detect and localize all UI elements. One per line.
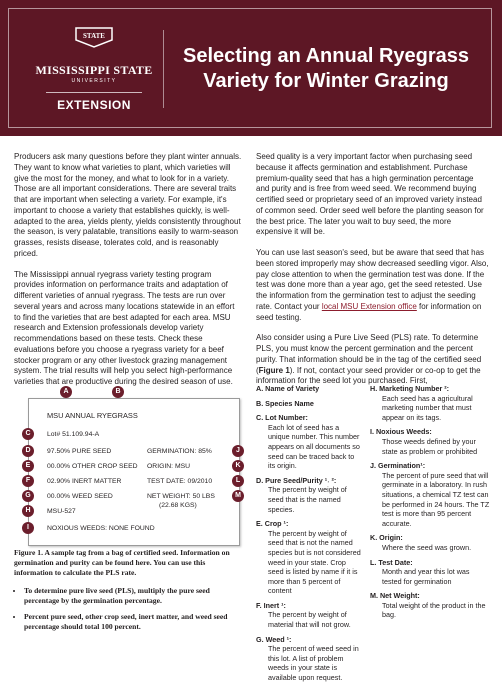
callout-d: D [22,445,34,457]
tag-net-weight: NET WEIGHT: 50 LBS [147,493,215,500]
extension-office-link[interactable]: local MSU Extension office [321,301,417,311]
header-banner [0,0,502,136]
legend-item-description: Those weeds defined by your state as problem or prohibited [382,436,478,456]
seed-tag-figure [14,384,246,552]
caption-title: Figure 1. A sample tag from a bag of certified seed. Information on germination and purity can be found here. You can use this information to calculate the PLS rate. [14,548,230,577]
legend-item-head: C. Lot Number: [256,413,308,423]
callout-a: A [60,386,72,398]
page-title [168,44,484,94]
callout-j: J [232,445,244,457]
callout-m: M [232,490,244,502]
msu-extension-logo[interactable] [28,26,160,114]
callout-g: G [22,490,34,502]
callout-c: C [22,428,34,440]
logo-extension: EXTENSION [46,92,142,112]
legend-item-head: G. Weed ¹: [256,634,292,644]
legend-item-description: Each seed has a agricultural marketing number that must appear on its tags. [382,393,473,422]
seed-tag [28,398,240,546]
tag-weed-seed: 00.00% WEED SEED [47,493,113,500]
legend-item [370,591,490,620]
callout-l: L [232,475,244,487]
logo-badge-text: STATE [83,32,105,40]
caption-bullet: • To determine pure live seed (PLS), multiply the pure seed percentage by the germination percentage. [24,586,230,606]
legend-item-description: The percent of pure seed that will germinate in a laboratory. In rush situations, a chemical TZ test can be performed in 24 hours. The TZ test is more than 95 percent accurate. [382,470,490,528]
logo-state-name: MISSISSIPPI STATE [35,63,153,77]
tag-other-crop: 00.00% OTHER CROP SEED [47,463,138,470]
legend-item-description: Where the seed was grown. [382,542,472,552]
legend-item-head: K. Origin: [370,533,403,543]
legend-item [370,384,490,422]
tag-variety-name: MSU ANNUAL RYEGRASS [47,411,138,420]
legend-item-head: I. Noxious Weeds: [370,427,432,437]
figure-reference: Figure 1 [258,365,290,375]
legend-item [370,461,490,528]
legend-item-description: The percent of weed seed in this lot. A list of problem weeds in your state is available upon request. [268,644,359,683]
tag-marketing-number: MSU-527 [47,508,76,515]
tag-origin: ORIGIN: MSU [147,463,191,470]
callout-b: B [112,386,124,398]
legend-item-description: Each lot of seed has a unique number. This number appears on all documents so seed can be traced back to its origin. [268,422,360,471]
paragraph-testing-program: The Mississippi annual ryegrass variety testing program provides information on performance traits and adaptation of different varieties of annual ryegrass. The tests are run over several years and across many locations statewide in an effort to find the varieties that are best adapted for each area. MSU research and Extension professionals develop variety recommendations based on these tests. Check these evaluations before you choose a ryegrass variety for a beef stocker program or any other livestock grazing management system. The trial results will help you select high-performance varieties that are productive during the desired season of use. [14,269,235,386]
tag-test-date: TEST DATE: 09/2010 [147,478,213,485]
callout-f: F [22,475,34,487]
tag-noxious-weeds: NOXIOUS WEEDS: NONE FOUND [47,525,155,532]
legend-item-description: The percent by weight of seed that is not the named species but is not considered weed in your state. Crop seed is listed by name if it is more than 5 percent of content [268,528,361,596]
text-span: ). If not, contact your seed provider or co-op to get the information for the seed lot you purchased. First, [256,365,481,386]
tag-net-weight-kg: (22.68 KGS) [159,502,197,509]
tag-legend-right [370,384,490,625]
text-span: Also consider using a Pure Live Seed (PLS) rate. To determine PLS, you must know the percent germination and the percent purity. That information should be in the tag of the certified seed ( [256,333,482,375]
legend-item [256,384,362,394]
callout-h: H [22,505,34,517]
legend-item-head: L. Test Date: [370,557,413,567]
legend-item [370,558,490,587]
tag-legend-left [256,384,362,688]
paragraph-pls [256,333,489,387]
figure-caption [14,548,230,638]
title-line-1: Selecting an Annual Ryegrass [182,45,469,67]
text-span: You can use last season's seed, but be aware that seed that has been stored improperly may show decreased seedling vigor. Also, pay close attention to when the germination test was done. If the test was done more than a year ago, get the seed retested. Use the information from the germination test to adjust the seeding rate. Contact your [256,248,489,311]
paragraph-intro: Producers ask many questions before they plant winter annuals. They want to know what varieties to plant, which varieties will give the most for the money, and what to look for in a variety. Those are all important considerations. There are several traits that are important when selecting a variety. For example, it's important to choose a variety that establishes quickly, is well-adapted to the area, yields plenty, yields consistently throughout the season, is very palatable, transitions easily to warm-season grasses, resists disease, tolerates cold, and is reasonably priced. [14,152,242,258]
legend-item [256,476,362,514]
legend-item [256,519,362,596]
legend-item-description: Total weight of the product in the bag. [382,600,486,620]
legend-item-description: The percent by weight of seed that is the named species. [268,485,347,514]
paragraph-seed-quality: Seed quality is a very important factor when purchasing seed because it affects germination and establishment. Purchase premium-quality seed that has a high germination percentage and purity and is free from weed seed. We recommend buying certified seed or proprietary seed of an improved variety instead of common seed. Order seed well before the planting season for the best price. The later you wait to buy seed, the more expensive it will be. [256,152,484,237]
legend-item-description: The percent by weight of material that will not grow. [268,610,351,630]
legend-item-head: B. Species Name [256,398,314,408]
right-column [256,152,489,397]
tag-germination: GERMINATION: 85% [147,448,212,455]
legend-item-head: F. Inert ¹: [256,600,286,610]
legend-item [256,413,362,471]
header-divider [163,30,164,108]
caption-bullet: • Percent pure seed, other crop seed, inert matter, and weed seed percentage should total 100 percent. [24,612,230,632]
logo-university: UNIVERSITY [71,78,117,84]
callout-e: E [22,460,34,472]
caption-bullets [14,586,230,632]
legend-item-head: H. Marketing Number ²: [370,384,450,393]
state-shield-icon [72,26,116,48]
legend-item-head: D. Pure Seed/Purity ¹˒ ²: [256,475,337,485]
paragraph-last-season [256,248,489,323]
legend-item [256,635,362,683]
legend-item [256,399,362,409]
tag-inert-matter: 02.90% INERT MATTER [47,478,122,485]
legend-item [370,533,490,552]
legend-item-description: Month and year this lot was tested for germination [382,567,470,586]
legend-item-head: A. Name of Variety [256,384,320,393]
legend-item [370,427,490,456]
title-line-2: Variety for Winter Grazing [203,70,449,92]
legend-item-head: E. Crop ¹: [256,519,289,529]
callout-i: I [22,522,34,534]
tag-lot-number: Lot# 51.109.94-A [47,431,100,438]
text-span: for information on seed testing. [256,301,482,322]
legend-item-head: M. Net Weight: [370,591,420,601]
legend-item [256,601,362,630]
legend-item-head: J. Germination¹: [370,461,426,471]
left-column [14,152,243,398]
tag-pure-seed: 97.50% PURE SEED [47,448,112,455]
callout-k: K [232,460,244,472]
